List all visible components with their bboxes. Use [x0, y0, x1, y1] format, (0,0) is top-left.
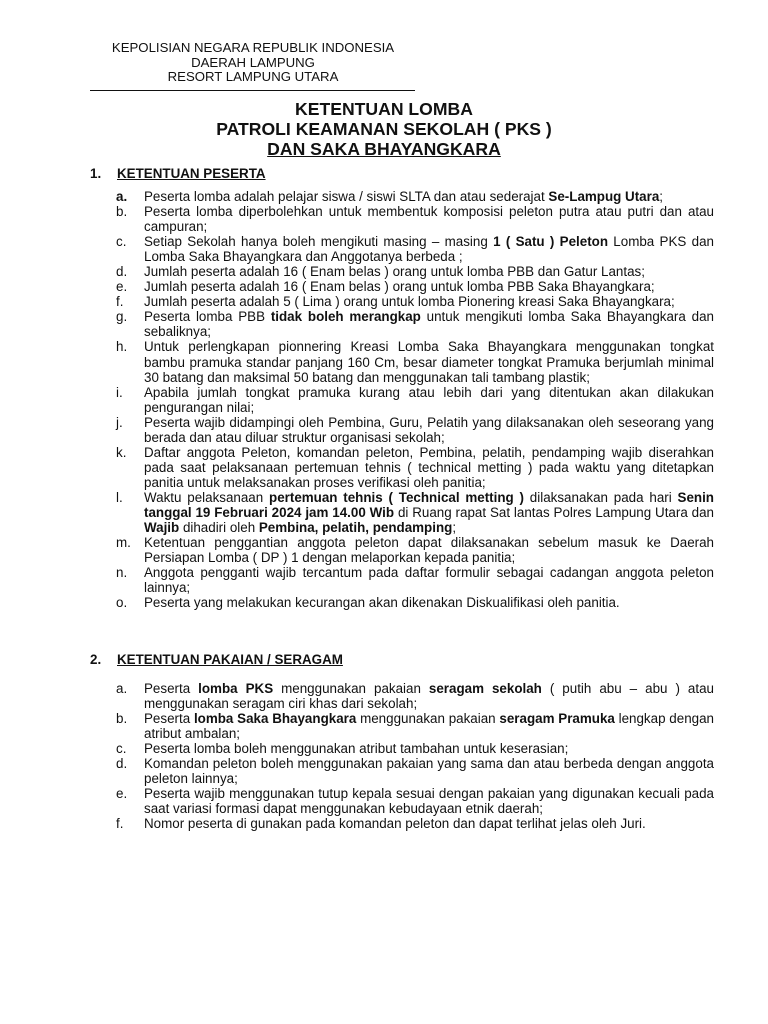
list-item	[116, 490, 714, 535]
list-item-label: n.	[116, 565, 128, 581]
list-item-label: b.	[116, 711, 128, 727]
list-item	[116, 595, 714, 610]
list-item-label: c.	[116, 234, 127, 250]
document-title	[0, 99, 768, 159]
letterhead	[90, 41, 416, 85]
section-2-heading	[90, 652, 343, 668]
list-item-text: Komandan peleton boleh menggunakan pakaian yang sama dan atau berbeda dengan anggota peleton lainnya;	[144, 756, 714, 787]
letterhead-line-1: KEPOLISIAN NEGARA REPUBLIK INDONESIA	[111, 40, 395, 55]
list-item	[116, 189, 714, 204]
list-item-text: untuk mengikuti lomba Saka Bhayangkara dan sebaliknya;	[144, 309, 714, 340]
list-item-text: Peserta wajib menggunakan tutup kepala sesuai dengan pakaian yang digunakan kecuali pada saat variasi formasi dapat menggunakan kebudayaan etnik daerah;	[144, 786, 714, 817]
list-item-text: Jumlah peserta adalah 16 ( Enam belas ) orang untuk lomba PBB dan Gatur Lantas;	[144, 264, 645, 280]
list-item-text: Peserta lomba diperbolehkan untuk membentuk komposisi peleton putra atau putri dan atau campuran;	[144, 204, 714, 235]
list-item-text: Peserta	[144, 681, 199, 696]
list-item-label: o.	[116, 595, 128, 611]
list-item-text: Anggota pengganti wajib tercantum pada daftar formulir sebagai cadangan anggota peleton lainnya;	[144, 565, 714, 596]
list-item	[116, 786, 714, 816]
list-item-text-bold: lomba PKS	[198, 681, 274, 696]
list-item-text: Daftar anggota Peleton, komandan peleton, Pembina, pelatih, pendamping wajib diserahkan pada saat pelaksanaan pertemuan tehnis ( technical metting ) pada waktu yang ditetapkan panitia untuk melaksanakan proses verifikasi oleh panitia;	[144, 444, 714, 490]
list-item	[116, 535, 714, 565]
list-item-text-bold: lomba Saka Bhayangkara	[193, 711, 357, 727]
list-item-text: Lomba PKS dan Lomba Saka Bhayangkara dan Anggotanya berbeda ;	[144, 234, 714, 265]
list-item-text-bold: Senin tanggal 19 Februari 2024 jam 14.00 Wib	[144, 489, 714, 520]
list-item-label: j.	[116, 414, 123, 430]
list-item	[116, 234, 714, 264]
list-item-text: Peserta wajib didampingi oleh Pembina, Guru, Pelatih yang dilaksanakan oleh seseorang yang berada dan atau diluar struktur organisasi sekolah;	[144, 414, 714, 445]
list-item-text: lengkap dengan atribut ambalan;	[144, 711, 714, 742]
list-item-label: h.	[116, 339, 128, 355]
section-1-number: 1.	[90, 166, 102, 181]
list-item-label: b.	[116, 204, 128, 220]
list-item-text: Jumlah peserta adalah 5 ( Lima ) orang untuk lomba Pionering kreasi Saka Bhayangkara;	[144, 294, 675, 310]
list-item-text: Peserta lomba PBB	[144, 309, 271, 325]
section-2-number: 2.	[90, 652, 102, 667]
list-item	[116, 385, 714, 415]
list-item-label: f.	[116, 816, 124, 832]
title-line-1: KETENTUAN LOMBA	[295, 99, 473, 119]
list-item-label: g.	[116, 309, 128, 325]
list-item-label: k.	[116, 444, 127, 460]
list-item	[116, 565, 714, 595]
list-item-label: d.	[116, 756, 128, 772]
list-item-text-bold: Se-Lampug Utara	[548, 189, 660, 204]
list-item-text: dihadiri oleh	[179, 520, 259, 536]
list-item-text: Untuk perlengkapan pionnering Kreasi Lomba Saka Bhayangkara menggunakan tongkat bambu pramuka standar panjang 160 Cm, besar diameter tongkat Pramuka berjumlah minimal 30 batang dan maksimal 50 batang dan menggunakan tali tambang plastik;	[144, 339, 714, 385]
list-item-text: Jumlah peserta adalah 16 ( Enam belas ) orang untuk lomba PBB Saka Bhayangkara;	[144, 279, 655, 295]
section-2-title: KETENTUAN PAKAIAN / SERAGAM	[117, 652, 343, 667]
list-item	[116, 415, 714, 445]
list-item-label: e.	[116, 786, 128, 802]
list-item-label: i.	[116, 384, 123, 400]
title-line-3: DAN SAKA BHAYANGKARA	[267, 139, 501, 159]
list-item-text: dilaksanakan pada hari	[524, 489, 678, 505]
section-1-title: KETENTUAN PESERTA	[117, 166, 266, 181]
list-item-text-bold: seragam sekolah	[428, 681, 542, 696]
section-2-list	[116, 681, 714, 831]
list-item-label: c.	[116, 741, 127, 757]
list-item-text: di Ruang rapat Sat lantas Polres Lampung Utara dan	[394, 504, 714, 520]
list-item-label: m.	[116, 535, 131, 551]
list-item	[116, 309, 714, 339]
list-item-text: Peserta lomba adalah pelajar siswa / siswi SLTA dan atau sederajat	[144, 189, 549, 204]
list-item	[116, 279, 714, 294]
list-item-text: Peserta	[144, 711, 194, 727]
list-item	[116, 711, 714, 741]
letterhead-divider	[90, 90, 415, 91]
letterhead-line-2: DAERAH LAMPUNG	[191, 54, 315, 70]
list-item-label: e.	[116, 279, 128, 295]
list-item-text: ;	[452, 520, 457, 536]
list-item-label: a.	[116, 189, 128, 204]
list-item-text: menggunakan pakaian	[273, 681, 429, 696]
list-item-label: d.	[116, 264, 128, 280]
list-item-text: Apabila jumlah tongkat pramuka kurang atau lebih dari yang ditentukan akan dilakukan pengurangan nilai;	[144, 384, 714, 415]
list-item-text: Ketentuan penggantian anggota peleton dapat dilaksanakan sebelum masuk ke Daerah Persiapan Lomba ( DP ) 1 dengan melaporkan kepada panitia;	[144, 535, 714, 566]
list-item-text-bold: Wajib	[144, 520, 180, 536]
list-item	[116, 756, 714, 786]
section-1-heading	[90, 166, 266, 182]
list-item	[116, 741, 714, 756]
list-item-text: Peserta lomba boleh menggunakan atribut tambahan untuk keserasian;	[144, 741, 569, 757]
list-item	[116, 204, 714, 234]
list-item-text: Setiap Sekolah hanya boleh mengikuti masing – masing	[144, 234, 494, 250]
letterhead-line-3: RESORT LAMPUNG UTARA	[167, 69, 339, 84]
title-line-2: PATROLI KEAMANAN SEKOLAH ( PKS )	[216, 119, 552, 139]
list-item-text-bold: 1 ( Satu ) Peleton	[493, 234, 609, 250]
list-item-text-bold: tidak boleh merangkap	[270, 309, 421, 325]
list-item	[116, 445, 714, 490]
list-item-text-bold: pertemuan tehnis ( Technical metting )	[269, 489, 524, 505]
list-item-text: ;	[659, 189, 664, 204]
list-item-text: menggunakan pakaian	[356, 711, 500, 727]
list-item-text: Peserta yang melakukan kecurangan akan dikenakan Diskualifikasi oleh panitia.	[144, 595, 620, 611]
list-item-label: l.	[116, 489, 123, 505]
list-item	[116, 294, 714, 309]
list-item	[116, 681, 714, 711]
list-item-text: Nomor peserta di gunakan pada komandan peleton dan dapat terlihat jelas oleh Juri.	[144, 816, 646, 832]
list-item-label: a.	[116, 681, 128, 696]
list-item-text-bold: seragam Pramuka	[499, 711, 615, 727]
section-1-list	[116, 189, 714, 610]
list-item	[116, 264, 714, 279]
list-item-text: Waktu pelaksanaan	[144, 489, 270, 505]
list-item-label: f.	[116, 294, 124, 310]
list-item	[116, 816, 714, 831]
list-item-text: ( putih abu – abu ) atau menggunakan seragam ciri khas dari sekolah;	[144, 681, 714, 712]
list-item	[116, 339, 714, 384]
list-item-text-bold: Pembina, pelatih, pendamping	[258, 520, 453, 536]
